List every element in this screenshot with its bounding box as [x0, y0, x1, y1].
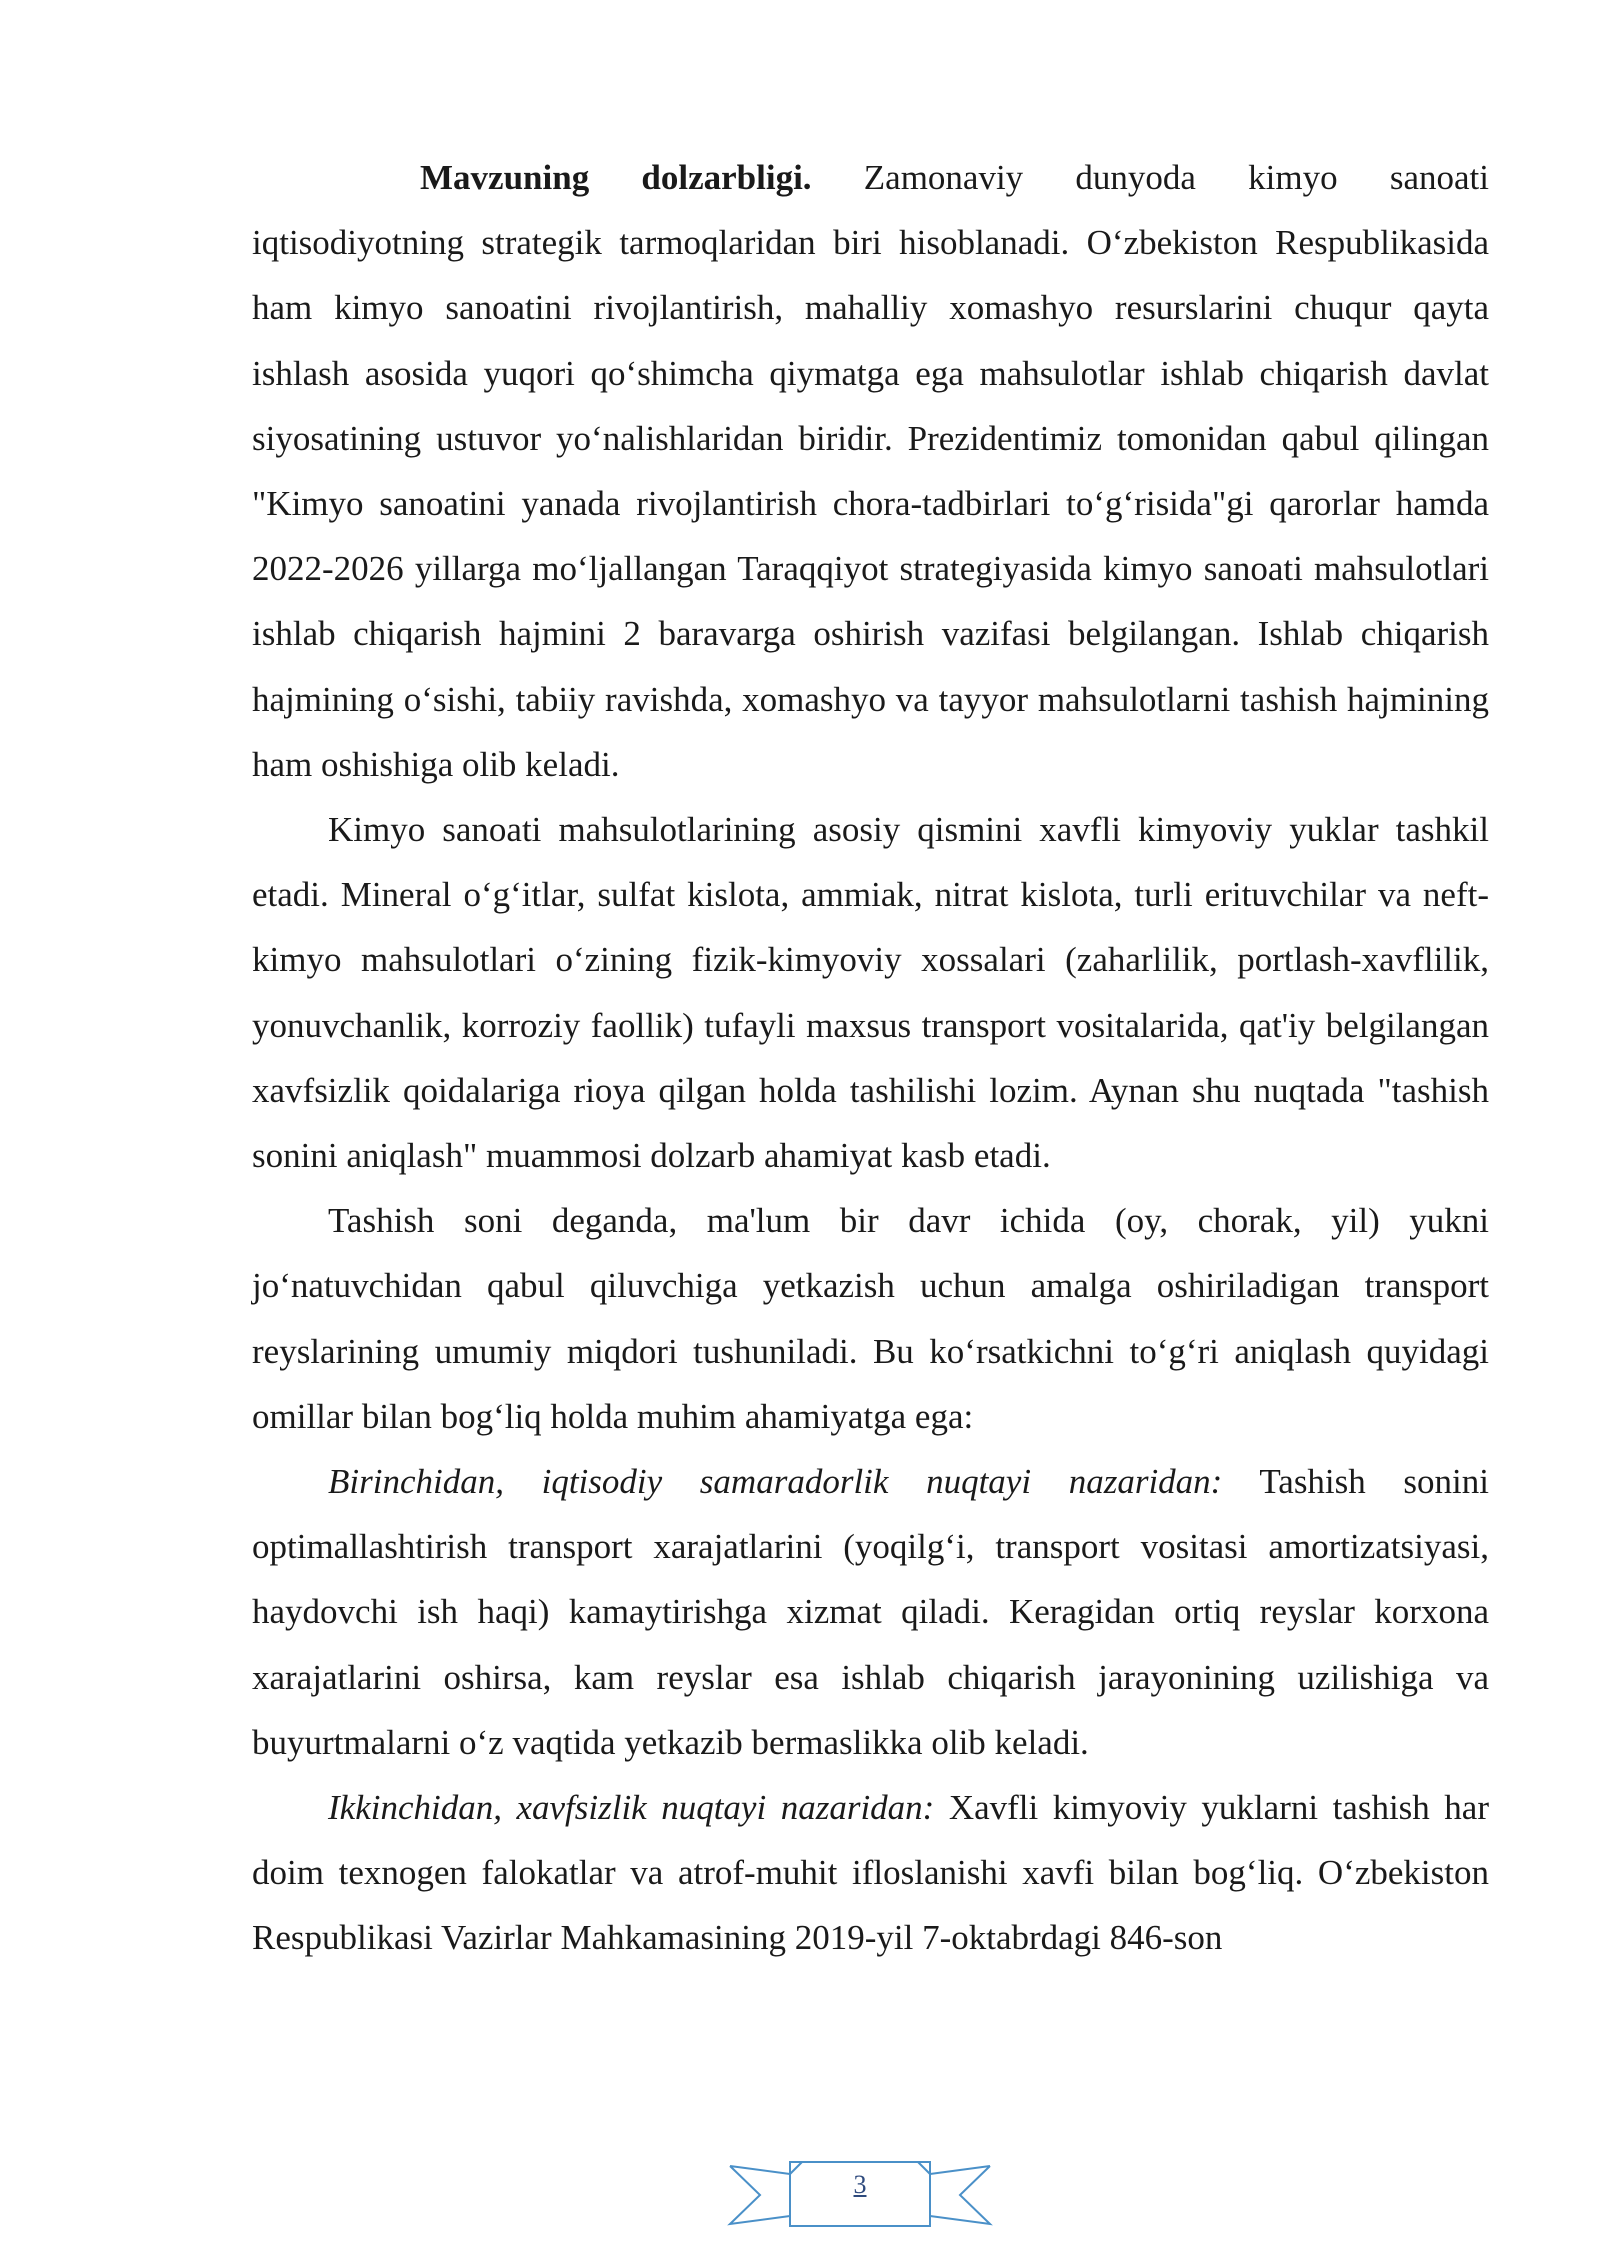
paragraph-text: Kimyo sanoati mahsulotlarining asosiy qismini xavfli kimyoviy yuklar tashkil etadi. Mineral o‘g‘itlar, sulfat kislota, ammiak, nitrat kislota, turli erituvchilar va neft-kimyo mahsulotlari o‘zining fizik-kimyoviy xossalari (zaharlilik, portlash-xavflilik, yonuvchanlik, korroziy faollik) tufayli maxsus transport vositalarida, qat'iy belgilangan xavfsizlik qoidalariga rioya qilgan holda tashilishi lozim. Aynan shu nuqtada "tashish sonini aniqlash" muammosi dolzarb ahamiyat kasb etadi.: [252, 810, 1489, 1176]
paragraph-text: Tashish sonini optimallashtirish transport xarajatlarini (yoqilg‘i, transport vositasi amortizatsiyasi, haydovchi ish haqi) kamaytirishga xizmat qiladi. Keragidan ortiq reyslar korxona xarajatlarini oshirsa, kam reyslar esa ishlab chiqarish jarayonining uzilishiga va buyurtmalarni o‘z vaqtida yetkazib bermaslikka olib keladi.: [252, 1462, 1489, 1762]
paragraph-economic-efficiency: [252, 1449, 1489, 1775]
paragraph-lead-italic: Birinchidan, iqtisodiy samaradorlik nuqtayi nazaridan:: [328, 1462, 1223, 1502]
paragraph-text: Tashish soni deganda, ma'lum bir davr ichida (oy, chorak, yil) yukni jo‘natuvchidan qabul qiluvchiga yetkazish uchun amalga oshiriladigan transport reyslarining umumiy miqdori tushuniladi. Bu ko‘rsatkichni to‘g‘ri aniqlash quyidagi omillar bilan bog‘liq holda muhim ahamiyatga ega:: [252, 1201, 1489, 1436]
paragraph-lead-italic: Ikkinchidan, xavfsizlik nuqtayi nazaridan:: [328, 1788, 935, 1828]
paragraph-text: Zamonaviy dunyoda kimyo sanoati iqtisodiyotning strategik tarmoqlaridan biri hisoblanadi. O‘zbekiston Respublikasida ham kimyo sanoatini rivojlantirish, mahalliy xomashyo resurslarini chuqur qayta ishlash asosida yuqori qo‘shimcha qiymatga ega mahsulotlar ishlab chiqarish davlat siyosatining ustuvor yo‘nalishlaridan biridir. Prezidentimiz tomonidan qabul qilingan "Kimyo sanoatini yanada rivojlantirish chora-tadbirlari to‘g‘risida"gi qarorlar hamda 2022-2026 yillarga mo‘ljallangan Taraqqiyot strategiyasida kimyo sanoati mahsulotlari ishlab chiqarish hajmini 2 baravarga oshirish vazifasi belgilangan. Ishlab chiqarish hajmining o‘sishi, tabiiy ravishda, xomashyo va tayyor mahsulotlarni tashish hajmining ham oshishiga olib keladi.: [252, 158, 1489, 784]
paragraph-transport-count: [252, 1188, 1489, 1449]
page-number: 3: [853, 2170, 867, 2199]
paragraph-safety: [252, 1775, 1489, 1971]
paragraph-text: Xavfli kimyoviy yuklarni tashish har doim texnogen falokatlar va atrof-muhit ifloslanishi xavfi bilan bog‘liq. O‘zbekiston Respublikasi Vazirlar Mahkamasining 2019-yil 7-oktabrdagi 846-son: [252, 1788, 1489, 1958]
paragraph-hazardous-cargo: [252, 797, 1489, 1188]
page-footer: [720, 2150, 1000, 2236]
document-body: [252, 145, 1489, 1971]
paragraph-relevance: [252, 145, 1489, 797]
paragraph-lead-bold: Mavzuning dolzarbligi.: [420, 158, 812, 197]
